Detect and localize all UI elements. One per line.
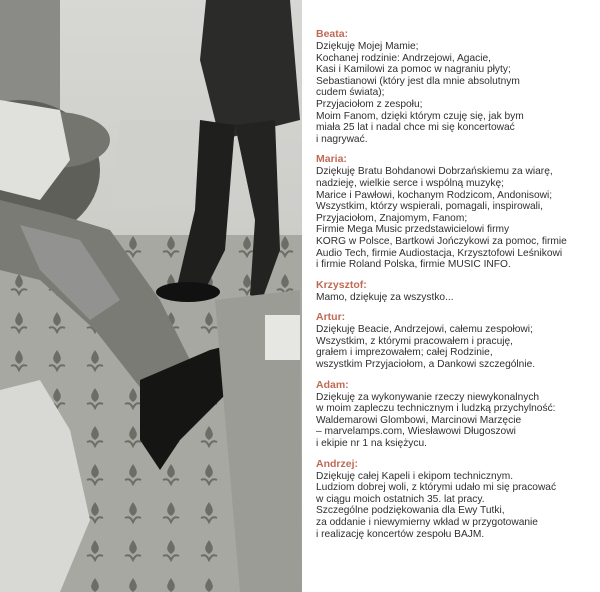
section-adam: [316, 379, 596, 450]
text-line: Dziękuję Bratu Bohdanowi Dobrzańskiemu za wiarę,: [316, 166, 553, 178]
text-line: miała 25 lat i nadal chce mi się koncertować: [316, 122, 515, 134]
text-line: KORG w Polsce, Bartkowi Jończykowi za pomoc, firmie: [316, 235, 567, 247]
text-line: Przyjaciołom, Znajomym, Fanom;: [316, 212, 468, 224]
member-name: Andrzej:: [316, 457, 358, 470]
text-line: Przyjaciołom z zespołu;: [316, 98, 423, 110]
text-line: – marvelamps.com, Wiesławowi Długoszowi: [316, 426, 516, 438]
text-line: Waldemarowi Glombowi, Marcinowi Marzęcie: [316, 414, 522, 426]
text-line: i realizację koncertów zespołu BAJM.: [316, 528, 485, 540]
text-line: grałem i imprezowałem; całej Rodzinie,: [316, 347, 493, 359]
member-name: Krzysztof:: [316, 278, 367, 291]
text-line: Dziękuję za wykonywanie rzeczy niewykonalnych: [316, 391, 540, 403]
text-line: Szczególne podziękowania dla Ewy Tutki,: [316, 505, 505, 517]
member-name: Beata:: [316, 28, 349, 40]
section-maria: [316, 153, 596, 270]
text-line: Dziękuję całej Kapeli i ekipom technicznym.: [316, 470, 514, 482]
section-beata: [316, 28, 596, 145]
text-line: Dziękuję Mojej Mamie;: [316, 41, 419, 52]
acknowledgements: [316, 28, 596, 548]
text-line: w moim zapleczu technicznym i ludzką przychylność:: [316, 403, 556, 415]
text-line: Kasi i Kamilowi za pomoc w nagraniu płyty;: [316, 64, 511, 76]
text-line: wszystkim Przyjaciołom, a Dankowi szczególnie.: [316, 359, 536, 371]
text-line: i nagrywać.: [316, 133, 368, 145]
section-artur: [316, 311, 596, 370]
member-name: Maria:: [316, 153, 347, 166]
text-line: Ludziom dobrej woli, z którymi udało mi się pracować: [316, 482, 557, 494]
text-line: Dziękuję Beacie, Andrzejowi, całemu zespołowi;: [316, 324, 533, 336]
text-line: Sebastianowi (który jest dla mnie absolutnym: [316, 75, 520, 87]
text-line: w ciągu moich ostatnich 35. lat pracy.: [316, 493, 485, 505]
section-andrzej: [316, 458, 596, 541]
text-line: Wszystkim, z którymi pracowałem i pracuję,: [316, 335, 513, 347]
text-line: Mamo, dziękuję za wszystko...: [316, 291, 454, 303]
text-line: Moim Fanom, dzięki którym czuję się, jak bym: [316, 110, 524, 122]
text-line: za oddanie i niewymierny wkład w przygotowanie: [316, 517, 538, 528]
text-line: Wszystkim, którzy wspierali, pomagali, inspirowali,: [316, 201, 544, 213]
member-name: Adam:: [316, 378, 349, 391]
text-line: Kochanej rodzinie: Andrzejowi, Agacie,: [316, 52, 491, 64]
section-krzysztof: [316, 279, 596, 304]
text-line: nadzieję, wielkie serce i wspólną muzykę;: [316, 177, 504, 189]
text-line: i firmie Roland Polska, firmie MUSIC INFO.: [316, 259, 511, 271]
text-line: cudem świata);: [316, 87, 385, 99]
text-line: Firmie Mega Music przedstawicielowi firmy: [316, 224, 510, 236]
text-line: Marice i Pawłowi, kochanym Rodzicom, Andonisowi;: [316, 189, 553, 201]
text-line: Audio Tech, firmie Audiostacja, Krzysztofowi Leśnikowi: [316, 247, 563, 259]
text-line: i ekipie nr 1 na księżycu.: [316, 438, 427, 450]
member-name: Artur:: [316, 311, 346, 324]
